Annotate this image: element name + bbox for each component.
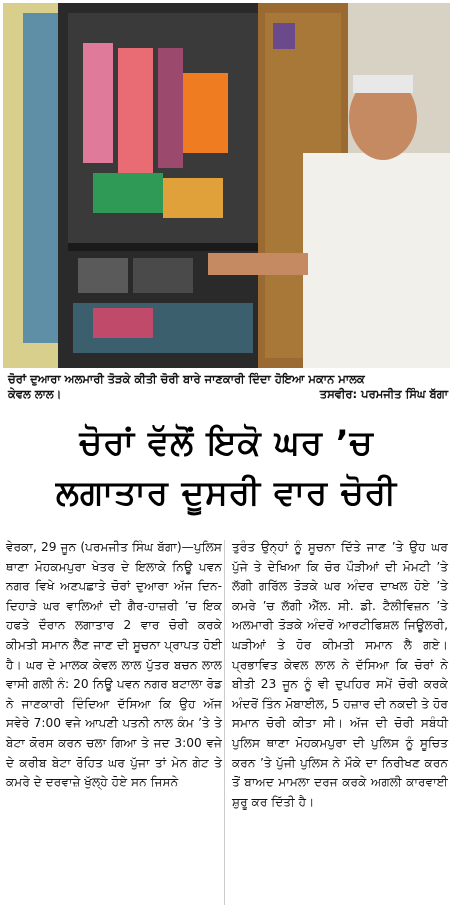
headline-line-1: ਚੋਰਾਂ ਵੱਲੋਂ ਇਕੋ ਘਰ ’ਚ <box>79 423 374 463</box>
caption-line-2: ਕੇਵਲ ਲਾਲ। <box>8 387 62 401</box>
photo-illustration <box>3 3 450 368</box>
article-column-2: ਤੁਰੰਤ ਉਨ੍ਹਾਂ ਨੂੰ ਸੂਚਨਾ ਦਿੱਤੇ ਜਾਣ ’ਤੇ ਉਹ ਘਰ ਪੁੱਜੇ ਤੇ ਦੇਖਿਆ ਕਿ ਚੋਰ ਪੌੜੀਆਂ ਦੀ ਮੋਮਟੀ ’ਤੇ ਲੱਗੀ ਗਰਿੱਲ ਤੋੜਕੇ ਘਰ ਅੰਦਰ ਦਾਖਲ ਹੋਏ ’ਤੇ ਕਮਰੇ ’ਚ ਲੱਗੀ ਐੱਲ. ਸੀ. ਡੀ. ਟੈਲੀਵਿਜ਼ਨ ’ਤੇ ਅਲਮਾਰੀ ਤੋੜਕੇ ਅੰਦਰੋਂ ਆਰਟੀਫਿਸ਼ਲ ਜਿਊਲਰੀ, ਘੜੀਆਂ ਤੇ ਹੋਰ ਕੀਮਤੀ ਸਮਾਨ ਲੈ ਗਏ। ਪ੍ਰਭਾਵਿਤ ਕੇਵਲ ਲਾਲ ਨੇ ਦੱਸਿਆ ਕਿ ਚੋਰਾਂ ਨੇ ਬੀਤੀ 23 ਜੂਨ ਨੂੰ ਵੀ ਦੁਪਹਿਰ ਸਮੇਂ ਚੋਰੀ ਕਰਕੇ ਅੰਦਰੋਂ ਤਿੰਨ ਮੋਬਾਈਲ, 5 ਹਜ਼ਾਰ ਦੀ ਨਕਦੀ ਤੇ ਹੋਰ ਸਮਾਨ ਚੋਰੀ ਕੀਤਾ ਸੀ। ਅੱਜ ਦੀ ਚੋਰੀ ਸਬੰਧੀ ਪੁਲਿਸ ਥਾਣਾ ਮੋਹਕਮਪੁਰਾ ਦੀ ਪੁਲਿਸ ਨੂੰ ਸੂਚਿਤ ਕਰਨ ’ਤੇ ਪੁੱਜੀ ਪੁਲਿਸ ਨੇ ਮੌਕੇ ਦਾ ਨਿਰੀਖਣ ਕਰਨ ਤੋਂ ਬਾਅਦ ਮਾਮਲਾ ਦਰਜ ਕਰਕੇ ਅਗਲੀ ਕਾਰਵਾਈ ਸ਼ੁਰੂ ਕਰ ਦਿੱਤੀ ਹੈ। <box>232 540 448 809</box>
wardrobe-photo <box>3 3 450 368</box>
caption-line-1: ਚੋਰਾਂ ਦੁਆਰਾ ਅਲਮਾਰੀ ਤੋੜਕੇ ਕੀਤੀ ਚੋਰੀ ਬਾਰੇ ਜਾਣਕਾਰੀ ਦਿੰਦਾ ਹੋਇਆ ਮਕਾਨ ਮਾਲਕ <box>8 372 365 386</box>
column-divider <box>224 540 225 905</box>
headline <box>0 418 453 518</box>
photo-caption <box>8 372 448 402</box>
photo-credit: ਤਸਵੀਰ: ਪਰਮਜੀਤ ਸਿੰਘ ਬੱਗਾ <box>319 387 448 401</box>
headline-line-2: ਲਗਾਤਾਰ ਦੂਸਰੀ ਵਾਰ ਚੋਰੀ <box>55 473 398 513</box>
article-column-1: ਵੇਰਕਾ, 29 ਜੂਨ (ਪਰਮਜੀਤ ਸਿੰਘ ਬੱਗਾ)—ਪੁਲਿਸ ਥਾਣਾ ਮੋਹਕਮਪੁਰਾ ਖੇਤਰ ਦੇ ਇਲਾਕੇ ਨਿਊ ਪਵਨ ਨਗਰ ਵਿਖੇ ਅਣਪਛਾਤੇ ਚੋਰਾਂ ਦੁਆਰਾ ਅੱਜ ਦਿਨ-ਦਿਹਾੜੇ ਘਰ ਵਾਲਿਆਂ ਦੀ ਗੈਰ-ਹਾਜ਼ਰੀ ’ਚ ਇਕ ਹਫਤੇ ਦੌਰਾਨ ਲਗਾਤਾਰ 2 ਵਾਰ ਚੋਰੀ ਕਰਕੇ ਕੀਮਤੀ ਸਮਾਨ ਲੈਣ ਜਾਣ ਦੀ ਸੂਚਨਾ ਪ੍ਰਾਪਤ ਹੋਈ ਹੈ। ਘਰ ਦੇ ਮਾਲਕ ਕੇਵਲ ਲਾਲ ਪੁੱਤਰ ਬਚਨ ਲਾਲ ਵਾਸੀ ਗਲੀ ਨੰ: 20 ਨਿਊ ਪਵਨ ਨਗਰ ਬਟਾਲਾ ਰੋਡ ਨੇ ਜਾਣਕਾਰੀ ਦਿੰਦਿਆ ਦੱਸਿਆ ਕਿ ਉਹ ਅੱਜ ਸਵੇਰੇ 7:00 ਵਜੇ ਆਪਣੀ ਪਤਨੀ ਨਾਲ ਕੰਮ ’ਤੇ ਤੇ ਬੇਟਾ ਕੋਰਸ ਕਰਨ ਚਲਾ ਗਿਆ ਤੇ ਜਦ 3:00 ਵਜੇ ਦੇ ਕਰੀਬ ਬੇਟਾ ਰੋਹਿਤ ਘਰ ਪੁੱਜਾ ਤਾਂ ਮੇਨ ਗੇਟ ਤੇ ਕਮਰੇ ਦੇ ਦਰਵਾਜ਼ੇ ਖੁੱਲ੍ਹੇ ਹੋਏ ਸਨ ਜਿਸਨੇ <box>6 540 222 790</box>
